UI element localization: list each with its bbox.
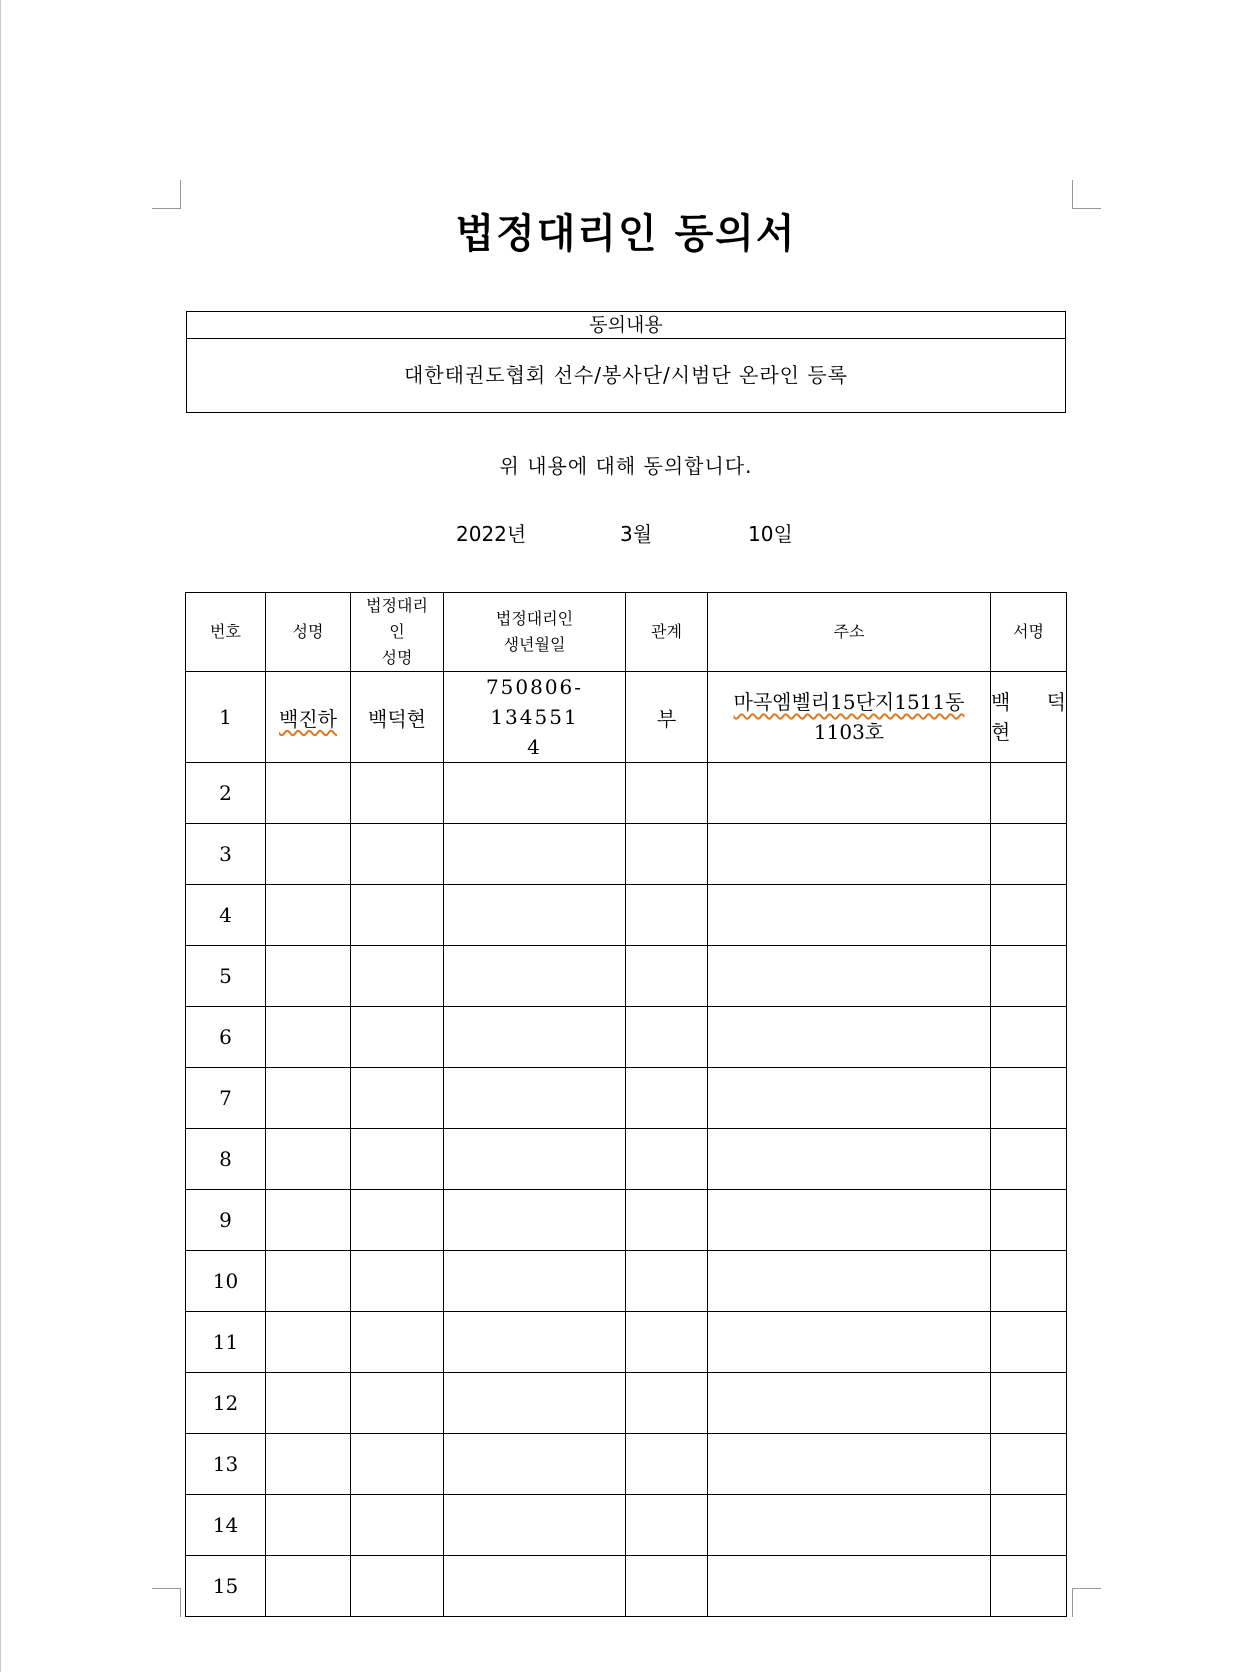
empty-cell bbox=[351, 1434, 444, 1495]
empty-cell bbox=[626, 1190, 708, 1251]
row-number: 3 bbox=[186, 824, 266, 885]
empty-cell bbox=[991, 1007, 1067, 1068]
empty-cell bbox=[708, 763, 991, 824]
empty-cell bbox=[626, 1068, 708, 1129]
address bbox=[708, 672, 991, 763]
header-number: 번호 bbox=[186, 593, 266, 672]
empty-cell bbox=[266, 763, 351, 824]
empty-cell bbox=[626, 824, 708, 885]
empty-cell bbox=[708, 885, 991, 946]
row-number: 2 bbox=[186, 763, 266, 824]
table-row bbox=[186, 1007, 1067, 1068]
empty-cell bbox=[708, 1129, 991, 1190]
empty-cell bbox=[444, 763, 626, 824]
empty-cell bbox=[991, 824, 1067, 885]
empty-cell bbox=[266, 946, 351, 1007]
empty-cell bbox=[351, 885, 444, 946]
row-number: 11 bbox=[186, 1312, 266, 1373]
empty-cell bbox=[626, 946, 708, 1007]
date-day: 10일 bbox=[748, 522, 793, 546]
table-row bbox=[186, 1434, 1067, 1495]
row-number: 9 bbox=[186, 1190, 266, 1251]
empty-cell bbox=[266, 1312, 351, 1373]
empty-cell bbox=[991, 1068, 1067, 1129]
row-number: 1 bbox=[186, 672, 266, 763]
empty-cell bbox=[444, 1190, 626, 1251]
empty-cell bbox=[266, 1434, 351, 1495]
empty-cell bbox=[351, 1129, 444, 1190]
empty-cell bbox=[266, 885, 351, 946]
header-guardian-birth-line1: 법정대리인 bbox=[495, 609, 574, 628]
empty-cell bbox=[708, 1312, 991, 1373]
empty-cell bbox=[266, 824, 351, 885]
table-row bbox=[186, 1312, 1067, 1373]
row-number: 14 bbox=[186, 1495, 266, 1556]
empty-cell bbox=[444, 1251, 626, 1312]
header-guardian-name-line3: 성명 bbox=[381, 648, 413, 667]
table-row bbox=[186, 1190, 1067, 1251]
row-number: 10 bbox=[186, 1251, 266, 1312]
header-address: 주소 bbox=[708, 593, 991, 672]
empty-cell bbox=[626, 1007, 708, 1068]
empty-cell bbox=[626, 1251, 708, 1312]
header-name: 성명 bbox=[266, 593, 351, 672]
empty-cell bbox=[444, 1495, 626, 1556]
empty-cell bbox=[708, 1434, 991, 1495]
empty-cell bbox=[708, 1556, 991, 1617]
date-year: 2022년 bbox=[456, 522, 527, 546]
agreement-statement: 위 내용에 대해 동의합니다. bbox=[499, 454, 753, 478]
signature-line2: 현 bbox=[991, 720, 1011, 744]
table-row bbox=[186, 1495, 1067, 1556]
empty-cell bbox=[266, 1373, 351, 1434]
empty-cell bbox=[626, 1495, 708, 1556]
table-row bbox=[186, 1251, 1067, 1312]
empty-cell bbox=[266, 1495, 351, 1556]
empty-cell bbox=[626, 885, 708, 946]
row-number: 8 bbox=[186, 1129, 266, 1190]
header-relation: 관계 bbox=[626, 593, 708, 672]
empty-cell bbox=[708, 1495, 991, 1556]
empty-cell bbox=[708, 1373, 991, 1434]
address-line2: 1103호 bbox=[813, 720, 885, 744]
header-signature: 서명 bbox=[991, 593, 1067, 672]
signature bbox=[991, 672, 1067, 763]
empty-cell bbox=[351, 1495, 444, 1556]
empty-cell bbox=[708, 1068, 991, 1129]
table-header-row bbox=[186, 593, 1067, 672]
row-number: 4 bbox=[186, 885, 266, 946]
address-line1: 마곡엠벨리15단지1511동 bbox=[733, 690, 965, 714]
empty-cell bbox=[444, 1007, 626, 1068]
row-number: 5 bbox=[186, 946, 266, 1007]
table-row bbox=[186, 1373, 1067, 1434]
crop-mark-bottom-left bbox=[152, 1588, 181, 1617]
empty-cell bbox=[351, 1556, 444, 1617]
guardian-birth-line1: 750806-134551 bbox=[485, 675, 584, 729]
empty-cell bbox=[708, 1251, 991, 1312]
empty-cell bbox=[991, 1373, 1067, 1434]
crop-mark-top-left bbox=[152, 180, 181, 209]
header-guardian-name-line1: 법정대리 bbox=[366, 596, 428, 615]
empty-cell bbox=[708, 824, 991, 885]
header-guardian-name bbox=[351, 593, 444, 672]
guardian-birth-line2: 4 bbox=[527, 735, 542, 759]
consent-heading: 동의내용 bbox=[187, 312, 1065, 339]
crop-mark-bottom-right bbox=[1072, 1588, 1101, 1617]
date-month: 3월 bbox=[620, 522, 653, 546]
table-row bbox=[186, 1129, 1067, 1190]
empty-cell bbox=[626, 1556, 708, 1617]
empty-cell bbox=[444, 1312, 626, 1373]
empty-cell bbox=[991, 946, 1067, 1007]
empty-cell bbox=[266, 1251, 351, 1312]
table-row bbox=[186, 885, 1067, 946]
table-row bbox=[186, 672, 1067, 763]
empty-cell bbox=[626, 1434, 708, 1495]
header-guardian-birth bbox=[444, 593, 626, 672]
empty-cell bbox=[351, 763, 444, 824]
empty-cell bbox=[444, 885, 626, 946]
empty-cell bbox=[991, 1129, 1067, 1190]
row-number: 6 bbox=[186, 1007, 266, 1068]
empty-cell bbox=[991, 1434, 1067, 1495]
empty-cell bbox=[351, 824, 444, 885]
empty-cell bbox=[351, 1068, 444, 1129]
empty-cell bbox=[626, 763, 708, 824]
table-row bbox=[186, 1556, 1067, 1617]
page-edge bbox=[0, 0, 1, 1672]
empty-cell bbox=[444, 1068, 626, 1129]
empty-cell bbox=[708, 1007, 991, 1068]
empty-cell bbox=[266, 1190, 351, 1251]
empty-cell bbox=[708, 946, 991, 1007]
row-number: 15 bbox=[186, 1556, 266, 1617]
empty-cell bbox=[991, 885, 1067, 946]
empty-cell bbox=[991, 1251, 1067, 1312]
row-number: 13 bbox=[186, 1434, 266, 1495]
empty-cell bbox=[626, 1129, 708, 1190]
table-row bbox=[186, 763, 1067, 824]
empty-cell bbox=[991, 763, 1067, 824]
empty-cell bbox=[708, 1190, 991, 1251]
empty-cell bbox=[351, 1190, 444, 1251]
empty-cell bbox=[266, 1556, 351, 1617]
empty-cell bbox=[626, 1373, 708, 1434]
empty-cell bbox=[444, 824, 626, 885]
empty-cell bbox=[351, 946, 444, 1007]
student-name bbox=[266, 672, 351, 763]
empty-cell bbox=[351, 1373, 444, 1434]
empty-cell bbox=[991, 1190, 1067, 1251]
empty-cell bbox=[351, 1251, 444, 1312]
table-row bbox=[186, 1068, 1067, 1129]
guardian-name: 백덕현 bbox=[351, 672, 444, 763]
consent-content-box bbox=[186, 311, 1066, 413]
student-name-text: 백진하 bbox=[279, 706, 337, 731]
empty-cell bbox=[991, 1312, 1067, 1373]
empty-cell bbox=[444, 1556, 626, 1617]
empty-cell bbox=[991, 1495, 1067, 1556]
empty-cell bbox=[266, 1129, 351, 1190]
empty-cell bbox=[351, 1007, 444, 1068]
empty-cell bbox=[444, 1434, 626, 1495]
empty-cell bbox=[444, 1373, 626, 1434]
guardian-birth bbox=[444, 672, 626, 763]
empty-cell bbox=[444, 946, 626, 1007]
empty-cell bbox=[626, 1312, 708, 1373]
empty-cell bbox=[351, 1312, 444, 1373]
empty-cell bbox=[444, 1129, 626, 1190]
consent-content: 대한태권도협회 선수/봉사단/시범단 온라인 등록 bbox=[404, 363, 848, 387]
table-row bbox=[186, 824, 1067, 885]
table-row bbox=[186, 946, 1067, 1007]
empty-cell bbox=[266, 1068, 351, 1129]
signature-line1: 백 덕 bbox=[991, 690, 1066, 714]
crop-mark-top-right bbox=[1072, 180, 1101, 209]
guardian-consent-table bbox=[185, 592, 1067, 1617]
document-title: 법정대리인 동의서 bbox=[455, 210, 797, 257]
empty-cell bbox=[266, 1007, 351, 1068]
row-number: 7 bbox=[186, 1068, 266, 1129]
header-guardian-birth-line2: 생년월일 bbox=[503, 635, 566, 654]
header-guardian-name-line2: 인 bbox=[389, 622, 405, 641]
relation: 부 bbox=[626, 672, 708, 763]
row-number: 12 bbox=[186, 1373, 266, 1434]
empty-cell bbox=[991, 1556, 1067, 1617]
